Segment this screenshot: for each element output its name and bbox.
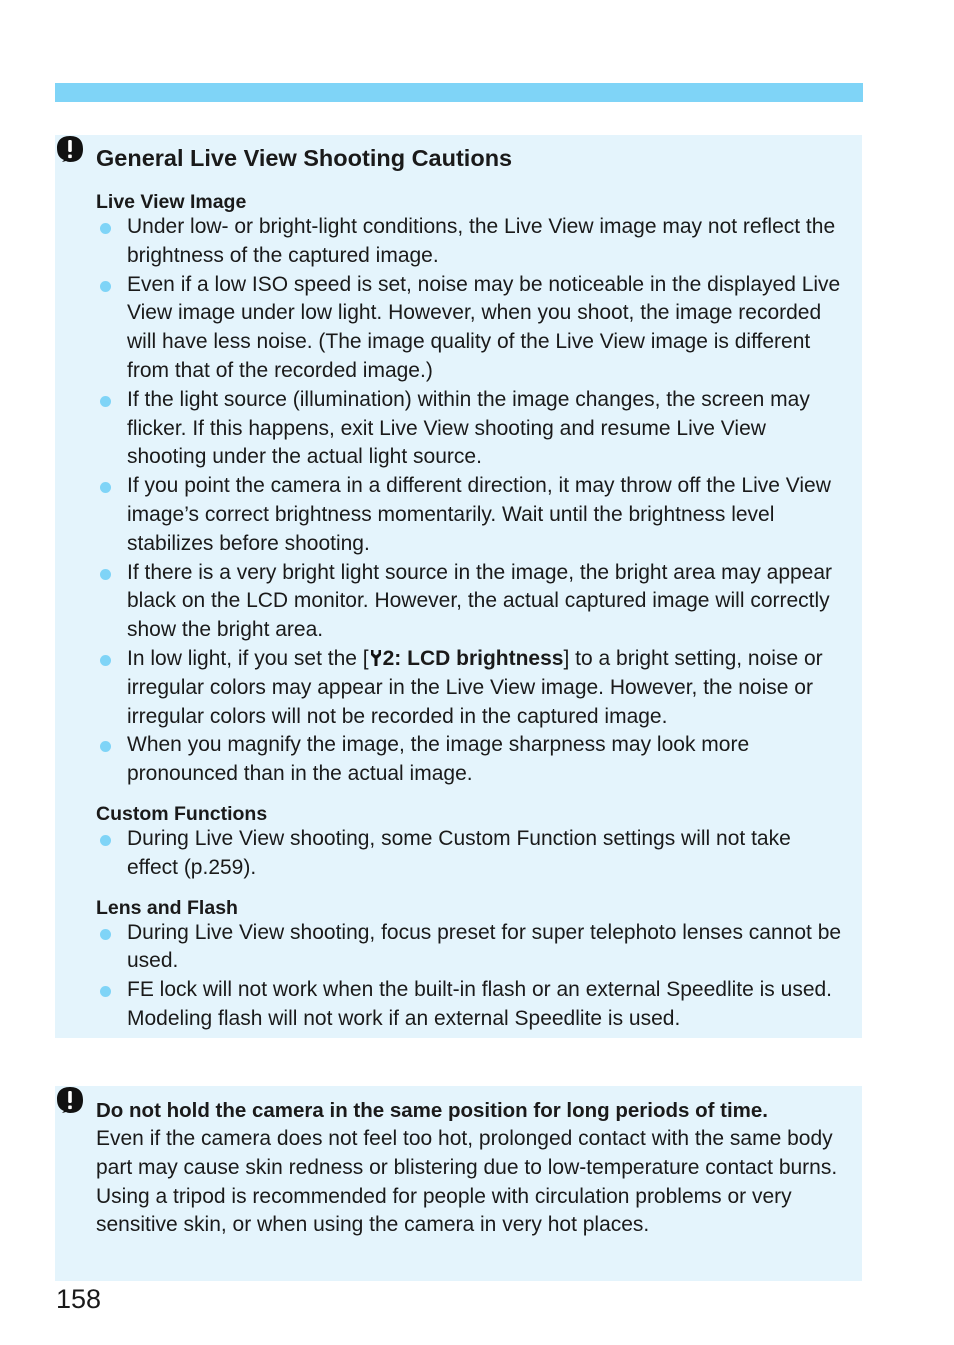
header-accent-bar <box>55 83 863 102</box>
caution-box-live-view <box>55 135 862 1038</box>
list-item: During Live View shooting, some Custom Function settings will not take effect (p.259). <box>96 825 842 883</box>
bullet-dot-icon <box>100 569 111 580</box>
list-item: Even if a low ISO speed is set, noise may be noticeable in the displayed Live View image under low light. However, when you shoot, the image recorded will have less noise. (The image quality of the Live View image is different from that of the recorded image.) <box>96 271 842 386</box>
caution-text: Even if the camera does not feel too hot, prolonged contact with the same body part may cause skin redness or blistering due to low-temperature contact burns. Using a tripod is recommended for people with circulation problems or very sensitive skin, or when using the camera in very hot places. <box>96 1127 838 1237</box>
list-item: In low light, if you set the [ 2: LCD brightness] to a bright setting, noise or irregular colors may appear in the Live View image. However, the noise or irregular colors will not be recorded in the captured image. <box>96 645 842 731</box>
menu-reference: 2: LCD brightness <box>369 647 564 670</box>
bullet-dot-icon <box>100 223 111 234</box>
section-lens-and-flash <box>96 897 842 1034</box>
bullet-dot-icon <box>100 929 111 940</box>
caution-box-low-temperature-burns <box>55 1086 862 1281</box>
list-item: If the light source (illumination) within the image changes, the screen may flicker. If this happens, exit Live View shooting and resume Live View shooting under the actual light source. <box>96 386 842 472</box>
list-item: Under low- or bright-light conditions, the Live View image may not reflect the brightness of the captured image. <box>96 213 842 271</box>
exclamation-caution-icon <box>56 1086 84 1114</box>
bullet-dot-icon <box>100 986 111 997</box>
caution-title: Do not hold the camera in the same position for long periods of time. <box>96 1099 768 1122</box>
bullet-dot-icon <box>100 835 111 846</box>
wrench-setup-icon <box>369 649 383 667</box>
bullet-dot-icon <box>100 396 111 407</box>
bullet-list <box>96 213 842 789</box>
list-item: FE lock will not work when the built-in flash or an external Speedlite is used. Modeling flash will not work if an external Speedlite is used. <box>96 976 842 1034</box>
section-custom-functions <box>96 803 842 883</box>
section-live-view-image <box>96 191 842 789</box>
section-heading: Lens and Flash <box>96 896 238 919</box>
page-number: 158 <box>56 1284 102 1314</box>
bullet-dot-icon <box>100 281 111 292</box>
list-item: If there is a very bright light source in the image, the bright area may appear black on the LCD monitor. However, the actual captured image will correctly show the bright area. <box>96 559 842 645</box>
list-item: During Live View shooting, focus preset for super telephoto lenses cannot be used. <box>96 919 842 977</box>
bullet-dot-icon <box>100 655 111 666</box>
bullet-list <box>96 919 842 1034</box>
bullet-list <box>96 825 842 883</box>
list-item: If you point the camera in a different direction, it may throw off the Live View image’s correct brightness momentarily. Wait until the brightness level stabilizes before shooting. <box>96 472 842 558</box>
section-heading: Custom Functions <box>96 802 268 825</box>
exclamation-caution-icon <box>56 135 84 163</box>
bullet-dot-icon <box>100 741 111 752</box>
section-heading: Live View Image <box>96 191 247 213</box>
bullet-dot-icon <box>100 482 111 493</box>
list-item: When you magnify the image, the image sharpness may look more pronounced than in the actual image. <box>96 731 842 789</box>
caution-title: General Live View Shooting Cautions <box>96 145 513 171</box>
